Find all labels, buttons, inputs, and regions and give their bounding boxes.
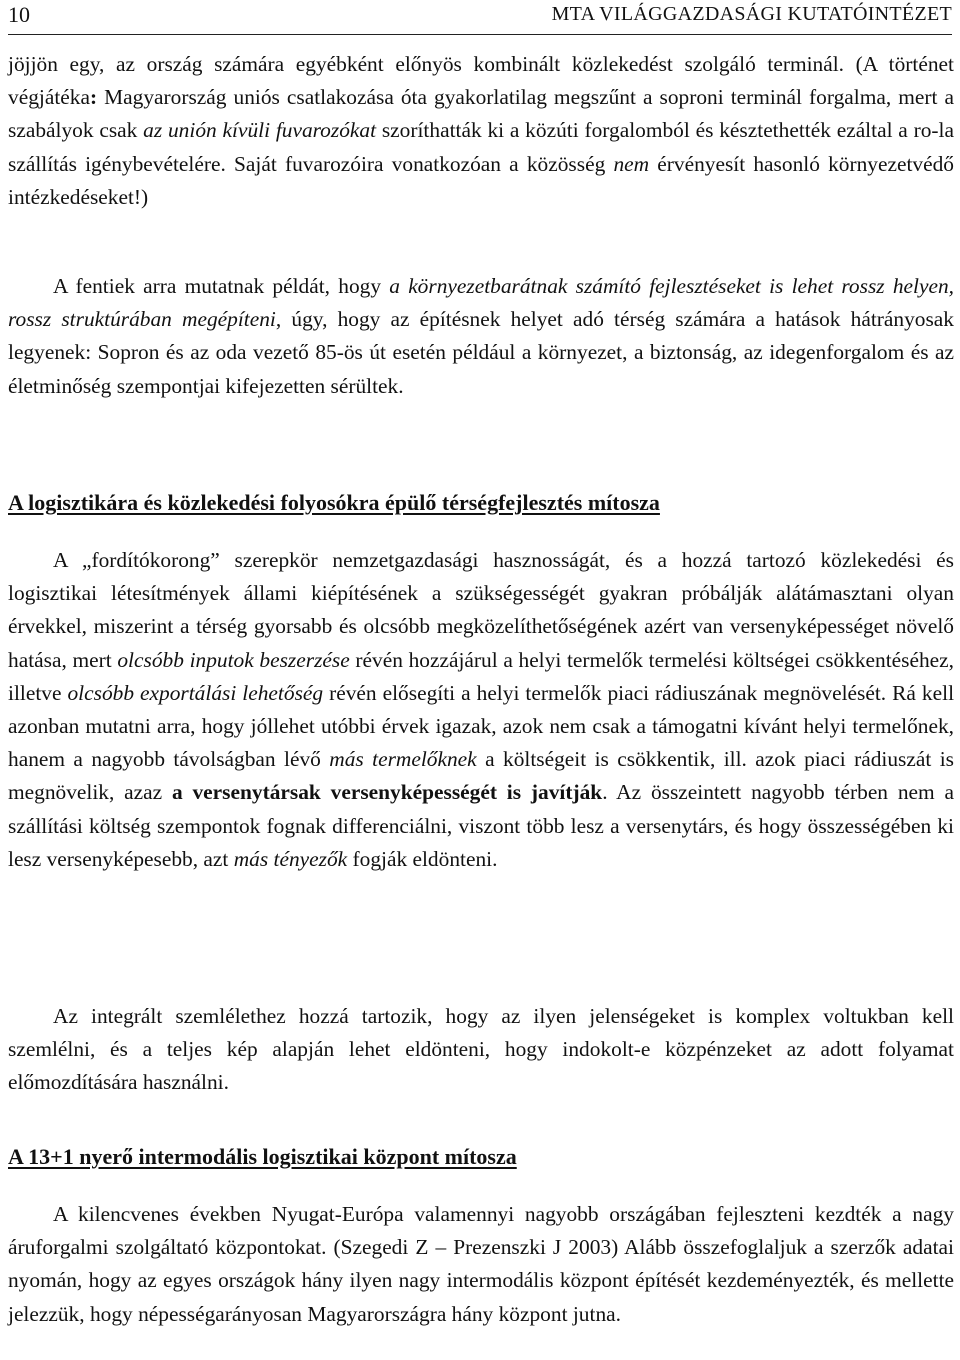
page-header <box>8 0 952 35</box>
text-run: A fentiek arra mutatnak példát, hogy <box>53 274 390 298</box>
text-run-italic: nem <box>613 151 650 176</box>
text-run: révén elősegíti a helyi termelők piaci rádiuszának megnövelését. Rá kell azonban mutatni arra, hogy jóllehet utóbbi érvek igazak, azok nem csak a támogatni kívánt helyi termelőnek, hanem a nagyobb távolságban lévő <box>8 680 955 772</box>
text-run: Az integrált szemlélethez hozzá tartozik, hogy az ilyen jelenségeket is komplex voltukban kell szemlélni, és a teljes kép alapján lehet eldönteni, hogy indokolt-e közpénzeket az adott folyamat előmozdítására használni. <box>8 1004 954 1095</box>
text-run-bold: a versenytársak versenyképességét is javítják <box>171 780 603 805</box>
running-head: MTA VILÁGGAZDASÁGI KUTATÓINTÉZET <box>551 3 952 25</box>
text-run-bold: : <box>89 85 98 110</box>
paragraph-environment-example <box>8 270 954 403</box>
text-run: fogják eldönteni. <box>347 846 498 871</box>
paragraph-nineties-centres <box>8 1198 954 1331</box>
text-run-italic: az unión kívüli fuvarozókat <box>143 118 377 143</box>
text-run: Magyarország uniós csatlakozása óta gyakorlatilag megszűnt a soproni terminál forgalma, mert a szabályok csak <box>8 85 954 143</box>
text-run: . Az összeintett nagyobb térben nem a szállítási költség szempontok fognak differenciálni, viszont több lesz a versenytárs, és hogy összességében ki lesz versenyképesebb, azt <box>8 780 954 871</box>
paragraph-integrated-approach <box>8 1000 954 1100</box>
text-run: A kilencvenes években Nyugat-Európa valamennyi nagyobb országában fejleszteni kezdték a nagy áruforgalmi szolgáltató központokat. (Szegedi Z – Prezenszki J 2003) Alább összefoglaljuk a szerzők adatai nyomán, hogy az egyes országok hány ilyen nagy intermodális központ építését kezdeményezték, és mellette jelezzük, hogy népességarányosan Magyarországra hány központ jutna. <box>8 1202 954 1326</box>
paragraph-turntable-role <box>8 544 954 876</box>
section-heading-logistics-myth: A logisztikára és közlekedési folyosókra épülő térségfejlesztés mítosza <box>8 490 660 515</box>
text-run-italic: olcsóbb inputok beszerzése <box>117 647 350 672</box>
text-run: , úgy, hogy az építésnek helyet adó térség számára a hatások hátrányosak legyenek: Sopron és az oda vezető 85-ös út esetén például a környezet, a biztonság, az idegenforgalom és az életminőség szempontjai kifejezetten sérültek. <box>8 307 954 398</box>
text-run-italic: a környezetbarátnak számító fejlesztéseket is lehet rossz helyen, rossz struktúrában megépíteni <box>8 274 954 332</box>
paragraph-terminal-story <box>8 48 954 214</box>
text-run: a költségeit is csökkentik, ill. azok piaci rádiuszát is megnövelik, azaz <box>8 747 954 805</box>
text-run: A „fordítókorong” szerepkör nemzetgazdasági hasznosságát, és a hozzá tartozó közlekedési és logisztikai létesítmények állami kiépítésének a szükségességét gyakran próbálják alátámasztani olyan érvekkel, miszerint a térség gyorsabb és olcsóbb megközelíthetőségének azért van versenyképességet növelő hatása, mert <box>8 548 954 672</box>
text-run-italic: más termelőknek <box>329 747 477 772</box>
section-heading-intermodal-myth: A 13+1 nyerő intermodális logisztikai központ mítosza <box>8 1144 517 1169</box>
text-run-italic: más tényezők <box>233 846 348 871</box>
text-run: érvényesít hasonló környezetvédő intézkedéseket!) <box>8 151 954 209</box>
page-number: 10 <box>8 2 30 27</box>
text-run: szoríthatták ki a közúti forgalomból és késztethették ezáltal a ro-la szállítás igénybevételére. Saját fuvarozóira vonatkozóan a közösség <box>8 118 954 176</box>
text-run: jöjjön egy, az ország számára egyébként előnyös kombinált közlekedést szolgáló terminál. (A történet végjátéka <box>8 52 954 110</box>
text-run-italic: olcsóbb exportálási lehetőség <box>67 680 324 705</box>
text-run: révén hozzájárul a helyi termelők termelési költségei csökkentéséhez, illetve <box>8 647 955 705</box>
